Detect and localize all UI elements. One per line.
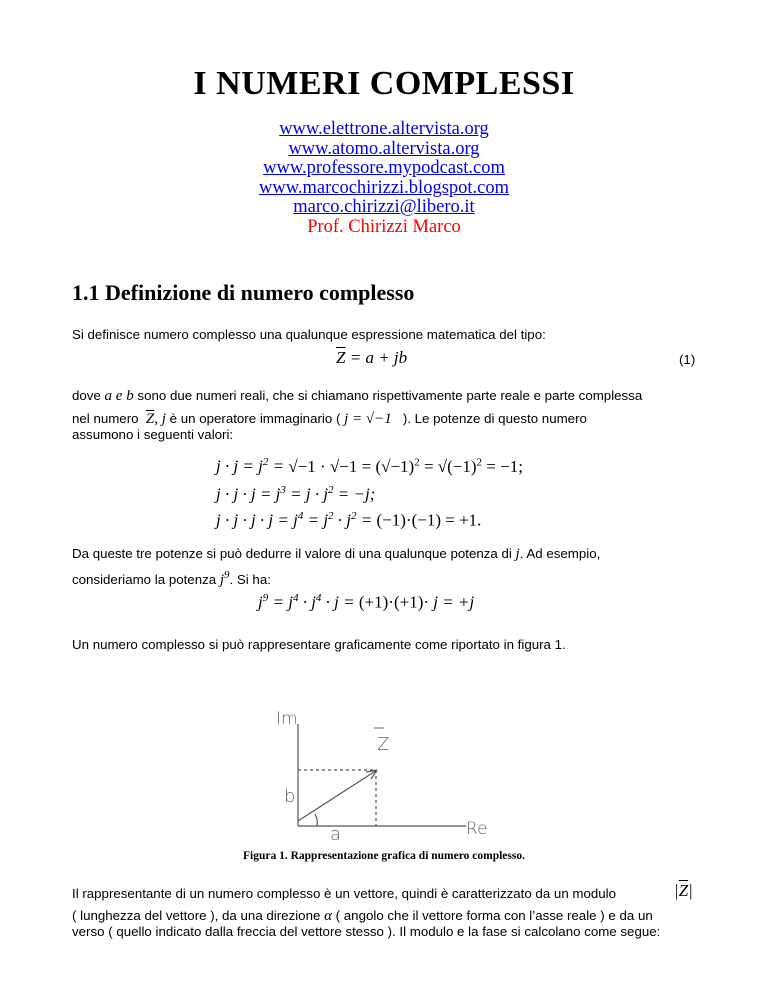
section-heading: 1.1 Definizione di numero complesso (72, 280, 415, 305)
definition-paragraph-line2: nel numero $\overline{Z}$, j è un operatore immaginario ( j = √−1 ). Le potenze di questo numero (72, 411, 587, 427)
link-list (0, 120, 768, 237)
axis-label-im: Im (276, 709, 298, 729)
modulus-paragraph-line2: ( lunghezza del vettore ), da una direzione α ( angolo che il vettore forma con l’asse reale ) e da un (72, 908, 653, 924)
angle-arc (315, 814, 317, 826)
powers-paragraph-line2: consideriamo la potenza $j^9$. Si ha: (72, 569, 271, 588)
equation-j-squared: $j \cdot j = j^2 = √-1 \cdot √-1 = (√-1)^2 = √(-1)^2 = -1$; (216, 456, 523, 476)
modulus-paragraph-line3: verso ( quello indicato dalla freccia del vettore stesso ). Il modulo e la fase si calcolano come segue: (72, 924, 661, 939)
equation-j-ninth: $j^9 = j^4 \cdot j^4 \cdot j = (+1)\cdot(+1)\cdot j = +j$ (258, 592, 475, 612)
equation-1: $\overline{Z} = a$ + jb (336, 348, 408, 367)
axis-label-re: Re (466, 819, 488, 839)
modulus-paragraph: Il rappresentante di un numero complesso è un vettore, quindi è caratterizzato da un modulo (72, 886, 617, 901)
vector-z (298, 770, 377, 821)
projection-label-a: a (330, 824, 342, 840)
page-title: I NUMERI COMPLESSI (193, 65, 575, 102)
link-atomo[interactable]: www.atomo.altervista.org (288, 138, 480, 159)
link-professore[interactable]: www.professore.mypodcast.com (263, 158, 505, 178)
equation-1-number: (1) (679, 352, 696, 367)
figure-intro-paragraph: Un numero complesso si può rappresentare graficamente come riportato in figura 1. (72, 637, 566, 652)
powers-paragraph: Da queste tre potenze si può dedurre il valore di una qualunque potenza di j. Ad esempio, (72, 546, 601, 562)
complex-plane-figure (262, 690, 522, 840)
link-email[interactable]: marco.chirizzi@libero.it (293, 197, 475, 217)
definition-paragraph: dove a e b sono due numeri reali, che si chiamano rispettivamente parte reale e parte complessa (72, 388, 643, 404)
link-elettrone[interactable]: www.elettrone.altervista.org (279, 119, 489, 139)
intro-paragraph: Si definisce numero complesso una qualunque espressione matematica del tipo: (72, 327, 546, 342)
equation-j-cubed: $j \cdot j \cdot j = j^3 = j \cdot j^2 = -j$; (216, 484, 376, 504)
equation-j-fourth: $j \cdot j \cdot j \cdot j = j^4 = j^2 \cdot j^2 = (-1)\cdot(-1) = +1$. (216, 510, 482, 530)
vector-label-z: Z (377, 734, 390, 755)
modulus-symbol: $|\overline{Z}|$ (674, 881, 693, 900)
projection-label-b: b (284, 786, 296, 807)
author-name: Prof. Chirizzi Marco (307, 216, 461, 237)
figure-caption: Figura 1. Rappresentazione grafica di numero complesso. (243, 850, 525, 862)
definition-paragraph-line3: assumono i seguenti valori: (72, 427, 234, 442)
link-blog[interactable]: www.marcochirizzi.blogspot.com (258, 177, 510, 198)
